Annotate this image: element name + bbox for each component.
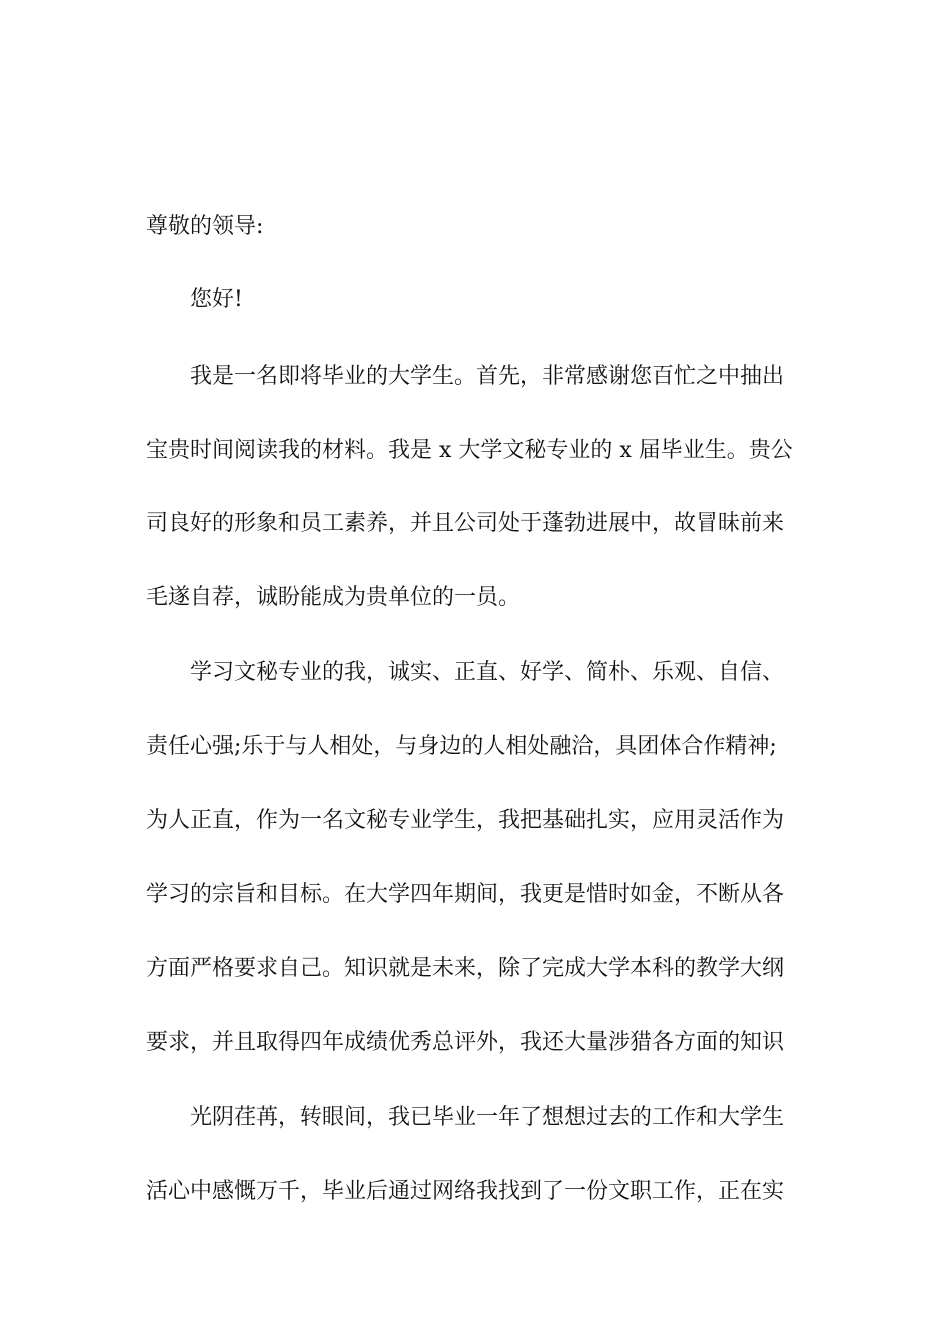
paragraph-line: 活心中感慨万千，毕业后通过网络我找到了一份文职工作，正在实 — [146, 1179, 785, 1204]
paragraph-line: 光阴荏苒，转眼间，我已毕业一年了想想过去的工作和大学生 — [190, 1105, 785, 1130]
paragraph-line: 学习的宗旨和目标。在大学四年期间，我更是惜时如金，不断从各 — [146, 882, 785, 907]
paragraph-line: 司良好的形象和员工素养，并且公司处于蓬勃进展中，故冒昧前来 — [146, 511, 785, 536]
paragraph-line: 学习文秘专业的我，诚实、正直、好学、简朴、乐观、自信、 — [190, 660, 785, 685]
paragraph-line: 我是一名即将毕业的大学生。首先，非常感谢您百忙之中抽出 — [190, 364, 785, 389]
greeting: 您好! — [190, 287, 243, 312]
paragraph-line: 毛遂自荐，诚盼能成为贵单位的一员。 — [146, 585, 521, 610]
paragraph-line: 为人正直，作为一名文秘专业学生，我把基础扎实，应用灵活作为 — [146, 808, 785, 833]
paragraph-line: 责任心强;乐于与人相处，与身边的人相处融洽，具团体合作精神; — [146, 734, 777, 759]
paragraph-line: 方面严格要求自己。知识就是未来，除了完成大学本科的教学大纲 — [146, 956, 785, 981]
salutation: 尊敬的领导: — [146, 214, 264, 239]
paragraph-line: 宝贵时间阅读我的材料。我是 x 大学文秘专业的 x 届毕业生。贵公 — [146, 438, 793, 463]
paragraph-line: 要求，并且取得四年成绩优秀总评外，我还大量涉猎各方面的知识 — [146, 1030, 785, 1055]
